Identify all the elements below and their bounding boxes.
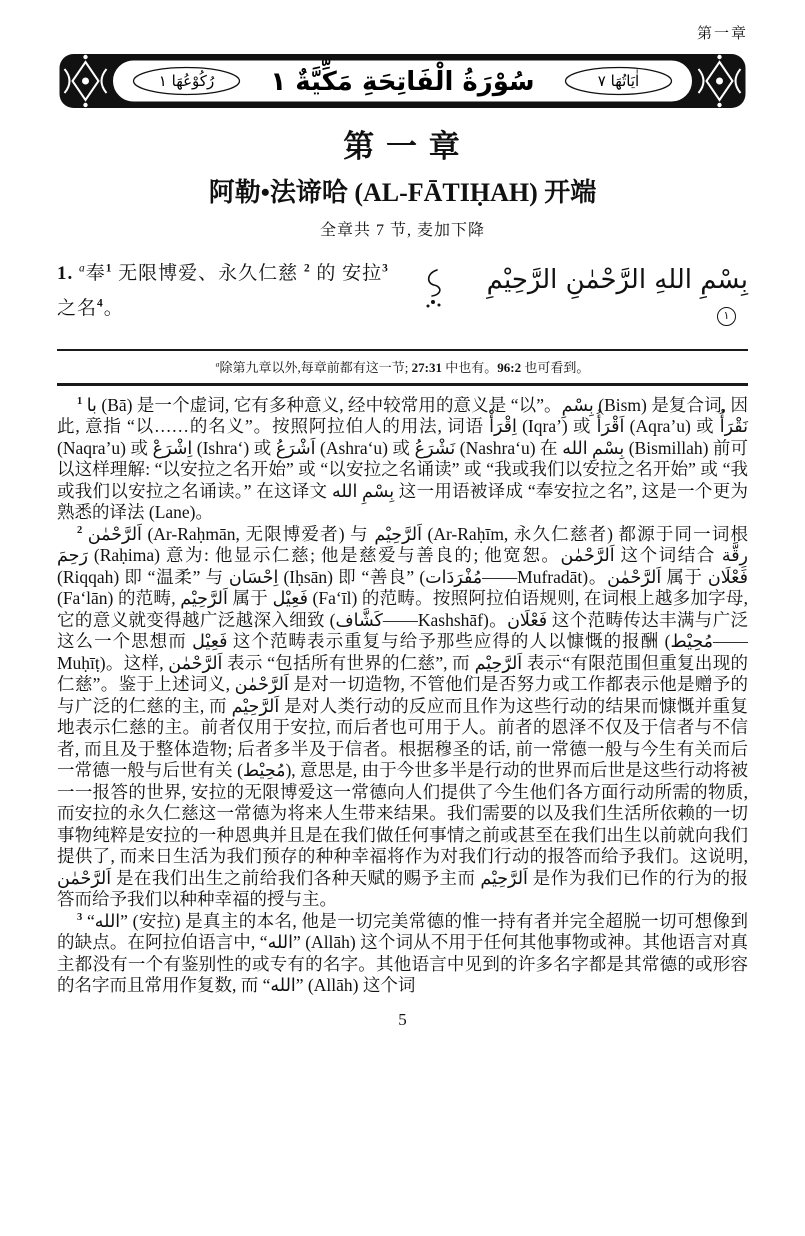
commentary-note-3: $^3$ “الله” (安拉) 是真主的本名, 他是一切完美常德的惟一持有者并完全超脱一切可想像到的缺点。在阿拉伯语言中, “الله” (Allāh) 这个词从不用于任何其他事物或神。其他语言对真主都没有一个有鉴别性的或专有的名字。其他语言中见到的许多名字都是其常德的或形容的名字而且常用作复数, 而 “الله” (Allāh) 这个词 (57, 910, 748, 996)
commentary-section (57, 395, 748, 997)
running-header: 第一章 (696, 26, 748, 42)
chapter-title: 第 一 章 (343, 129, 462, 164)
chapter-name: 阿勒•法谛哈 (AL-FĀTIḤAH) 开端 (208, 178, 597, 207)
surah-title-arabic: سُوْرَةُ الْفَاتِحَةِ مَكِّيَّةٌ ١ (270, 67, 535, 97)
verse-translation: 1. $^a$奉$^1$ 无限博爱、永久仁慈 $^2$ 的 安拉$^3$ 之名$^4$。 (57, 262, 389, 320)
calligraphic-flourish-icon (419, 264, 447, 310)
surah-band-graphic (57, 53, 748, 109)
footnote: $^a$除第九章以外,每章前都有这一节; 27:31 中也有。96:2 也可看到。 (57, 349, 748, 386)
chapter-meta: 全章共 7 节, 麦加下降 (319, 222, 485, 239)
ruku-count-label: رُكُوْعُهَا ١ (158, 72, 215, 90)
commentary-note-1: $^1$ با (Bā) 是一个虚词, 它有多种意义, 经中较常用的意义是 “以”。بِسْمِ (Bism) 是复合词, 因此, 意指 “以……的名义”。按照阿拉伯人的用法, 词语 اِقْرَأْ (Iqra’) 或 اَقْرَأُ (Aqra’u) 或 نَقْرَأُ (Naqra’u) 或 اِشْرَعْ (Ishra‘) 或 اَشْرَعُ (Ashra‘u) 或 نَشْرَعُ (Nashra‘u) 在 بِسْمِ الله (Bismillah) 前可以这样理解: “以安拉之名开始” 或 “以安拉之名诵读” 或 “我或我们以安拉之名开始” 或 “我或我们以安拉之名诵读。” 在这译文 بِسْمِ الله 这一用语被译成 “奉安拉之名”, 这是一个更为熟悉的译法 (Lane)。 (57, 394, 749, 523)
surah-header-band (57, 53, 748, 109)
verse-count-label: اٰيَاتُهَا ٧ (597, 72, 640, 90)
commentary-note-2: $^2$ اَلرَّحْمٰن (Ar-Raḥmān, 无限博爱者) 与 اَلرَّحِيْم (Ar-Raḥīm, 永久仁慈者) 都源于同一词根 رَحِمَ (Raḥima) 意为: 他显示仁慈; 他是慈爱与善良的; 他宽恕。اَلرَّحْمٰن 这个词结合 رِقَّة (Riqqah) 即 “温柔” 与 اِحْسَان (Iḥsān) 即 “善良” (مُفْرَدَات——Mufradāt)。اَلرَّحْمٰن 属于 فَعْلَان (Fa‘lān) 的范畴, اَلرَّحِيْم 属于 فَعِيْل (Fa‘īl) 的范畴。按照阿拉伯语规则, 在词根上越多加字母, 它的意义就变得越广泛越深入细致 (كَشَّاف——Kashshāf)。فَعْلَان 这个范畴传达丰满与广泛这么一个思想而 فَعِيْل 这个范畴表示重复与给予那些应得的人以慷慨的报酬 (مُحِيْط——Muḥīṭ)。这样, اَلرَّحْمٰن 表示 “包括所有世界的仁慈”, 而 اَلرَّحِيْم 表示“有限范围但重复出现的仁慈”。鉴于上述词义, اَلرَّحْمٰن 是对一切造物, 不管他们是否努力或工作都表示他是赠予的与广泛的仁慈的主, 而 اَلرَّحِيْم 是对人类行动的反应而且作为这些行动的结果而慷慨并重复地表示仁慈的主。前者仅用于安拉, 而后者也可用于人。前者的恩泽不仅及于信者与不信者, 而且及于整体造物; 后者多半及于信者。根据穆圣的话, 前一常德一般与今生有关而后一常德一般与后世有关 (مُحِيْط), 意思是, 由于今世多半是行动的世界而后世是这些行动将被一一报答的世界, 安拉的无限博爱这一常德向人们提供了今生他们各方面行动所需的物质, 而安拉的永久仁慈这一常德为将来人生带来结果。我们需要的以及我们生活所依赖的一切事物纯粹是安拉的一种恩典并且是在我们做任何事情之前或甚至在我们出生以前就向我们提供了, 而来日生活为我们预存的种种幸福将作为对我们行动的报答而给予我们。这说明, اَلرَّحْمٰن 是在我们出生之前给我们各种天赋的赐予主而 اَلرَّحِيْم 是作为我们已作的行为的报答而给予我们以种种幸福的授与主。 (57, 523, 749, 910)
basmala-text: بِسْمِ اللهِ الرَّحْمٰنِ الرَّحِيْمِ (486, 265, 748, 295)
page-number: 5 (398, 1009, 407, 1029)
verse-arabic (453, 256, 748, 335)
ayah-number-marker: ١ (717, 307, 736, 326)
verse-block (57, 256, 748, 335)
